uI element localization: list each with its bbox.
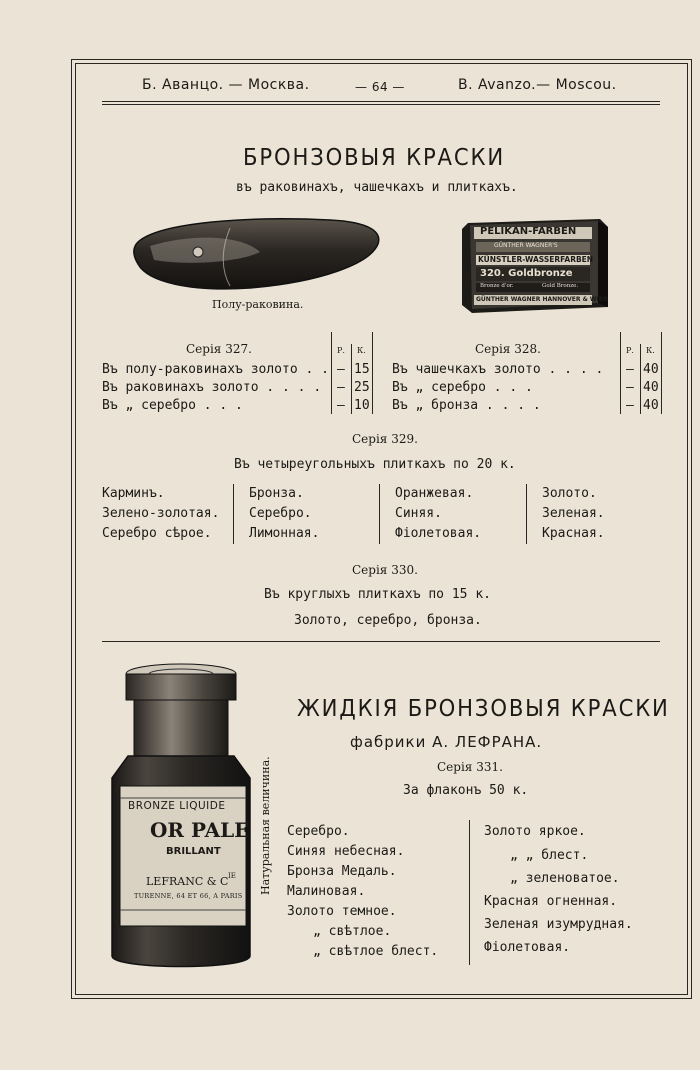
price-head-k-328: К. [646, 346, 655, 355]
pelikan-box-illustration [458, 215, 618, 313]
price-divider-327 [351, 344, 352, 414]
bottle-line2: OR PALE [150, 818, 250, 842]
header-rule-1 [102, 101, 660, 102]
series-330-colors: Золото, серебро, бронза. [294, 613, 482, 628]
shell-caption: Полу-раковина. [212, 298, 304, 311]
color-item: Фіолетовая. [395, 526, 482, 541]
color-item: Зелено-золотая. [102, 506, 220, 521]
series-328-row-k: 40 [643, 380, 659, 395]
header-right: B. Avanzo.— Moscou. [458, 77, 617, 93]
box-line4: 320. Goldbronze [480, 268, 573, 279]
color-item: Карминъ. [102, 486, 165, 501]
bottle-illustration [104, 660, 254, 976]
section-divider [102, 641, 660, 642]
left-list-item: „ свѣтлое блест. [313, 944, 439, 959]
section1-title: БРОНЗОВЫЯ КРАСКИ [243, 145, 506, 171]
left-list-item: Малиновая. [287, 884, 366, 899]
header-rule-2 [102, 104, 660, 105]
series-327-row: Въ полу-раковинахъ золото . . [102, 362, 329, 377]
bottle-line3: BRILLANT [166, 846, 221, 857]
left-list-item: Серебро. [287, 824, 350, 839]
series-327-row-r: — [337, 362, 345, 377]
series-328-row: Въ „ бронза . . . . [392, 398, 541, 413]
series-328-label: Серія 328. [475, 342, 541, 356]
bottle-line5: TURENNE, 64 ET 66, A PARIS [134, 892, 243, 900]
box-line2: GÜNTHER WAGNER'S [494, 242, 558, 249]
series-327-row-r: — [337, 380, 345, 395]
bottle-line1: BRONZE LIQUIDE [128, 800, 226, 812]
box-line3: KÜNSTLER-WASSERFARBEN [478, 255, 594, 264]
series-328-row-k: 40 [643, 362, 659, 377]
section2-maker: фабрики А. ЛЕФРАНА. [350, 733, 543, 751]
series-331-desc: За флаконъ 50 к. [403, 783, 529, 798]
section2-title: ЖИДКІЯ БРОНЗОВЫЯ КРАСКИ [297, 696, 670, 722]
series-330-desc: Въ круглыхъ плиткахъ по 15 к. [264, 587, 491, 602]
natural-size-note: Натуральная величина. [259, 756, 272, 895]
right-list-item: Красная огненная. [484, 894, 618, 909]
series-327-row-k: 15 [354, 362, 370, 377]
series-329-desc: Въ четыреугольныхъ плиткахъ по 20 к. [234, 457, 516, 472]
left-list-item: Бронза Медаль. [287, 864, 397, 879]
series-327-row: Въ раковинахъ золото . . . . [102, 380, 322, 395]
color-item: Золото. [542, 486, 597, 501]
page-number: — 64 — [355, 80, 405, 94]
header-left: Б. Аванцо. — Москва. [142, 77, 310, 93]
color-item: Красная. [542, 526, 605, 541]
col-divider-3 [526, 484, 527, 544]
box-line5a: Bronze d'or. [480, 283, 514, 289]
series-327-row-k: 25 [354, 380, 370, 395]
price-head-r-327: Р. [337, 346, 345, 355]
color-item: Лимонная. [249, 526, 320, 541]
right-list-item: Золото яркое. [484, 824, 586, 839]
right-list-item: Фіолетовая. [484, 940, 571, 955]
series-328-row: Въ „ серебро . . . [392, 380, 533, 395]
col-divider-1 [233, 484, 234, 544]
left-list-item: „ свѣтлое. [313, 924, 392, 939]
left-list-item: Золото темное. [287, 904, 397, 919]
color-item: Серебро сѣрое. [102, 526, 212, 541]
section1-subtitle: въ раковинахъ, чашечкахъ и плиткахъ. [236, 180, 518, 195]
series-327-row: Въ „ серебро . . . [102, 398, 243, 413]
series-327-row-k: 10 [354, 398, 370, 413]
series-327-row-r: — [337, 398, 345, 413]
series-328-row: Въ чашечкахъ золото . . . . [392, 362, 604, 377]
list-divider [469, 820, 470, 965]
color-item: Зеленая. [542, 506, 605, 521]
series-327-label: Серія 327. [186, 342, 252, 356]
series-329-label: Серія 329. [352, 432, 418, 446]
box-line6: GÜNTHER WAGNER HANNOVER & WIEN [476, 296, 608, 303]
series-330-label: Серія 330. [352, 563, 418, 577]
color-item: Оранжевая. [395, 486, 474, 501]
series-328-row-r: — [626, 380, 634, 395]
color-item: Бронза. [249, 486, 304, 501]
series-328-row-r: — [626, 398, 634, 413]
right-list-item: „ зеленоватое. [510, 871, 620, 886]
series-331-label: Серія 331. [437, 760, 503, 774]
col-divider-2 [379, 484, 380, 544]
price-divider-328 [640, 344, 641, 414]
bottle-line4: LEFRANC & C [146, 875, 229, 888]
color-item: Синяя. [395, 506, 442, 521]
series-328-row-k: 40 [643, 398, 659, 413]
right-list-item: „ „ блест. [510, 848, 589, 863]
series-328-row-r: — [626, 362, 634, 377]
right-list-item: Зеленая изумрудная. [484, 917, 633, 932]
color-item: Серебро. [249, 506, 312, 521]
price-head-k-327: К. [357, 346, 366, 355]
shell-illustration [130, 212, 385, 296]
box-line1: PELIKAN-FARBEN [480, 226, 577, 237]
left-list-item: Синяя небесная. [287, 844, 405, 859]
box-line5b: Gold Bronze. [542, 283, 579, 289]
price-head-r-328: Р. [626, 346, 634, 355]
bottle-line4b: IE [228, 872, 236, 880]
